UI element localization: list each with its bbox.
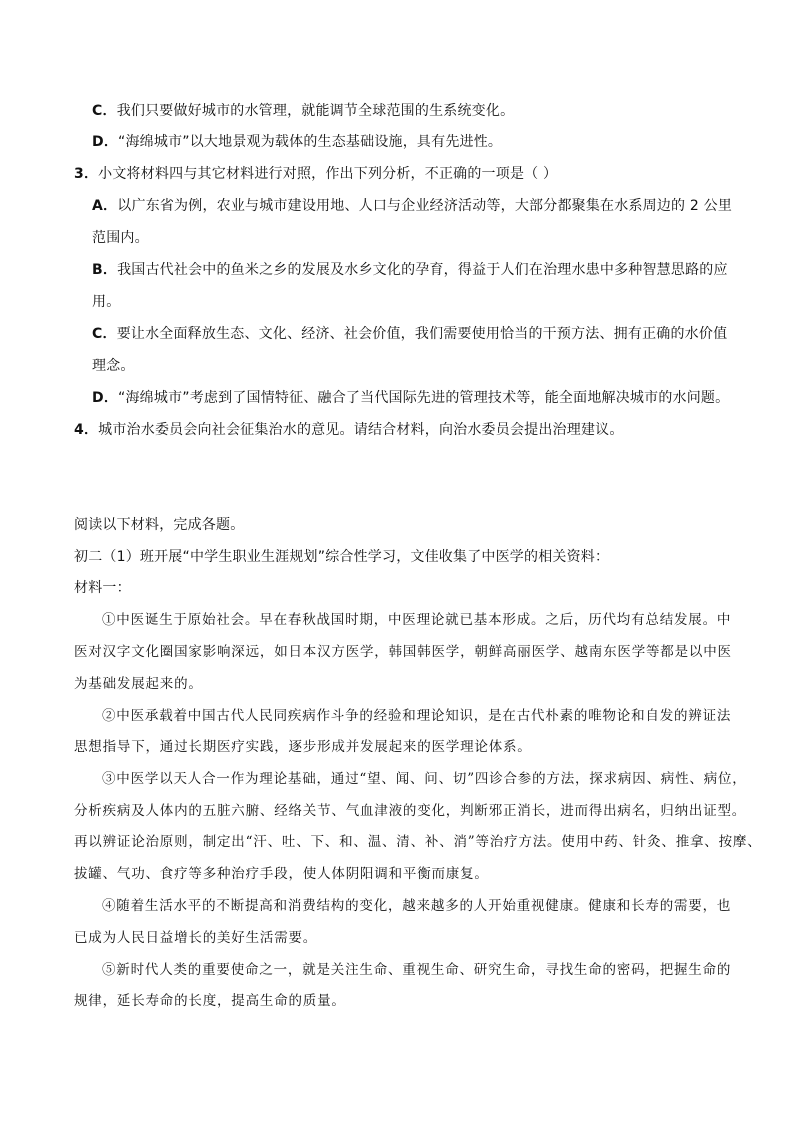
option-label: A． — [92, 198, 118, 214]
question-stem: 城市治水委员会向社会征集治水的意见。请结合材料，向治水委员会提出治理建议。 — [98, 422, 624, 438]
material-line: 分析疾病及人体内的五脏六腑、经络关节、气血津液的变化，判断邪正消长，进而得出病名，归纳出证型。 — [74, 803, 747, 819]
material-line: ②中医承载着中国古代人民同疾病作斗争的经验和理论知识，是在古代朴素的唯物论和自发的辨证法 — [102, 708, 732, 724]
q3-option-b — [92, 260, 728, 280]
material-line: 为基础发展起来的。 — [74, 676, 203, 692]
q2-option-c — [92, 101, 514, 121]
material-title: 材料一： — [74, 580, 131, 596]
option-text: 我们只要做好城市的水管理，就能调节全球范围的生系统变化。 — [116, 103, 515, 119]
question-3 — [74, 164, 557, 184]
question-4 — [74, 420, 624, 440]
option-text: 以广东省为例，农业与城市建设用地、人口与企业经济活动等，大部分都聚集在水系周边的 2 公里 — [117, 198, 733, 214]
q3-option-a-continued: 范围内。 — [92, 230, 149, 246]
material-line: 再以辨证论治原则，制定出“汗、吐、下、和、温、清、补、消”等治疗方法。使用中药、针灸、推拿、按摩、 — [74, 834, 762, 850]
option-label: C． — [92, 103, 117, 119]
material-line: 思想指导下，通过长期医疗实践，逐步形成并发展起来的医学理论体系。 — [74, 739, 532, 755]
q2-option-d — [92, 132, 502, 152]
q3-option-c-continued: 理念。 — [92, 358, 135, 374]
reading-instruction: 阅读以下材料，完成各题。 — [74, 517, 245, 533]
material-line: ①中医诞生于原始社会。早在春秋战国时期，中医理论就已基本形成。之后，历代均有总结发展。中 — [102, 612, 732, 628]
q3-option-a — [92, 196, 732, 216]
option-label: D． — [92, 134, 119, 150]
option-text: “海绵城市”以大地景观为载体的生态基础设施，具有先进性。 — [118, 134, 503, 150]
q3-option-c — [92, 324, 727, 344]
option-label: B． — [92, 262, 118, 278]
material-line: ③中医学以天人合一作为理论基础，通过“望、闻、问、切”四诊合参的方法，探求病因、病性、病位， — [102, 771, 747, 787]
option-text: 要让水全面释放生态、文化、经济、社会价值，我们需要使用恰当的干预方法、拥有正确的水价值 — [116, 326, 728, 342]
option-text: 我国古代社会中的鱼米之乡的发展及水乡文化的孕育，得益于人们在治理水患中多种智慧思路的应 — [117, 262, 728, 278]
reading-intro: 初二（1）班开展“中学生职业生涯规划”综合性学习，文佳收集了中医学的相关资料： — [74, 549, 610, 565]
question-stem: 小文将材料四与其它材料进行对照，作出下列分析，不正确的一项是（ ） — [98, 166, 558, 182]
material-line: ④随着生活水平的不断提高和消费结构的变化，越来越多的人开始重视健康。健康和长寿的需要，也 — [102, 898, 732, 914]
q3-option-b-continued: 用。 — [92, 294, 121, 310]
option-text: “海绵城市”考虑到了国情特征、融合了当代国际先进的管理技术等，能全面地解决城市的水问题。 — [118, 390, 730, 406]
q3-option-d — [92, 388, 729, 408]
material-line: ⑤新时代人类的重要使命之一，就是关注生命、重视生命、研究生命，寻找生命的密码，把握生命的 — [102, 962, 732, 978]
question-number: 4． — [74, 422, 99, 438]
option-label: D． — [92, 390, 119, 406]
question-number: 3． — [74, 166, 99, 182]
material-line: 医对汉字文化圈国家影响深远，如日本汉方医学，韩国韩医学，朝鲜高丽医学、越南东医学等都是以中医 — [74, 644, 732, 660]
material-line: 拔罐、气功、食疗等多种治疗手段，使人体阴阳调和平衡而康复。 — [74, 866, 489, 882]
material-line: 已成为人民日益增长的美好生活需要。 — [74, 930, 318, 946]
option-label: C． — [92, 326, 117, 342]
material-line: 规律，延长寿命的长度，提高生命的质量。 — [74, 993, 346, 1009]
